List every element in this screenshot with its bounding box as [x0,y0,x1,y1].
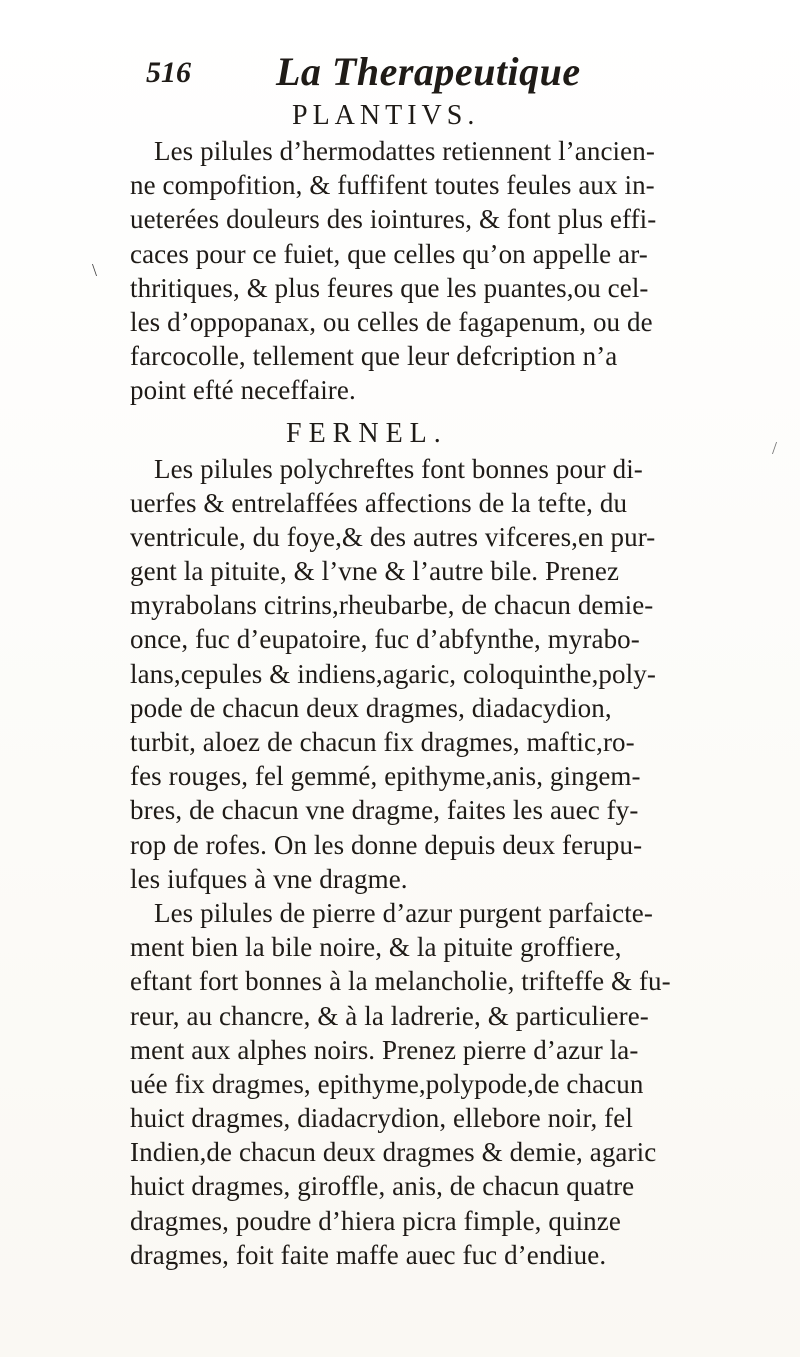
text-line: myrabolans citrins,rheubarbe, de chacun demie- [130,590,654,621]
running-title: La Therapeutique [276,49,581,94]
text-line: eftant fort bonnes à la melancholie, trifteffe & fu- [130,966,671,997]
text-line: thritiques, & plus feures que les puantes,ou cel- [130,272,649,303]
text-line: Les pilules de pierre d’azur purgent parfaicte- [154,897,653,928]
text-line: huict dragmes, diadacrydion, ellebore noir, fel [130,1103,633,1134]
text-line: uerfes & entrelaffées affections de la tefte, du [130,487,628,518]
text-line: ment bien la bile noire, & la pituite groffiere, [130,932,622,963]
margin-mark-right: / [772,438,778,458]
text-line: ueterées douleurs des iointures, & font plus effi- [130,204,657,235]
text-line: pode de chacun deux dragmes, diadacydion, [130,692,612,723]
text-line: uée fix dragmes, epithyme,polypode,de chacun [130,1068,644,1099]
text-line: ment aux alphes noirs. Prenez pierre d’azur la- [130,1034,639,1065]
text-line: caces pour ce fuiet, que celles qu’on appelle ar- [130,238,648,269]
text-line: les d’oppopanax, ou celles de fagapenum, ou de [130,306,653,337]
text-line: once, fuc d’eupatoire, fuc d’abfynthe, myrabo- [130,624,640,655]
paragraph-fernel [130,452,745,1273]
margin-mark: \ [92,260,98,280]
text-line: ventricule, du foye,& des autres vifceres,en pur- [130,521,656,552]
text-line: ne compofition, & fuffifent toutes feules aux in- [130,170,655,201]
text-line: dragmes, poudre d’hiera picra fimple, quinze [130,1205,621,1236]
text-line: turbit, aloez de chacun fix dragmes, maftic,ro- [130,727,635,757]
text-line: Les pilules d’hermodattes retiennent l’ancien- [154,136,655,166]
text-line: rop de rofes. On les donne depuis deux ferupu- [130,829,643,860]
text-line: dragmes, foit faite maffe auec fuc d’endiue. [130,1239,607,1270]
running-head [142,48,702,98]
text-line: les iufques à vne dragme. [130,863,408,894]
text-line: fes rouges, fel gemmé, epithyme,anis, gingem- [130,761,641,792]
section-heading-plantivs: PLANTIVS. [292,100,480,131]
text-block [130,98,745,1272]
text-line: reur, au chancre, & à la ladrerie, & particuliere- [130,1000,649,1031]
text-line: gent la pituite, & l’vne & l’autre bile. Prenez [130,556,620,587]
text-line: bres, de chacun vne dragme, faites les auec fy- [130,795,639,826]
paragraph-plantivs [130,134,745,408]
text-line: huict dragmes, giroffle, anis, de chacun quatre [130,1171,635,1202]
section-heading-fernel: FERNEL. [286,417,448,449]
page-number: 516 [146,56,191,89]
text-line: farcocolle, tellement que leur defcription n’a [130,341,618,372]
text-line: lans,cepules & indiens,agaric, coloquinthe,poly- [130,658,656,689]
text-line: point efté neceffaire. [130,375,356,406]
text-line: Indien,de chacun deux dragmes & demie, agaric [130,1137,657,1168]
text-line: Les pilules polychreftes font bonnes pour di- [154,453,643,484]
